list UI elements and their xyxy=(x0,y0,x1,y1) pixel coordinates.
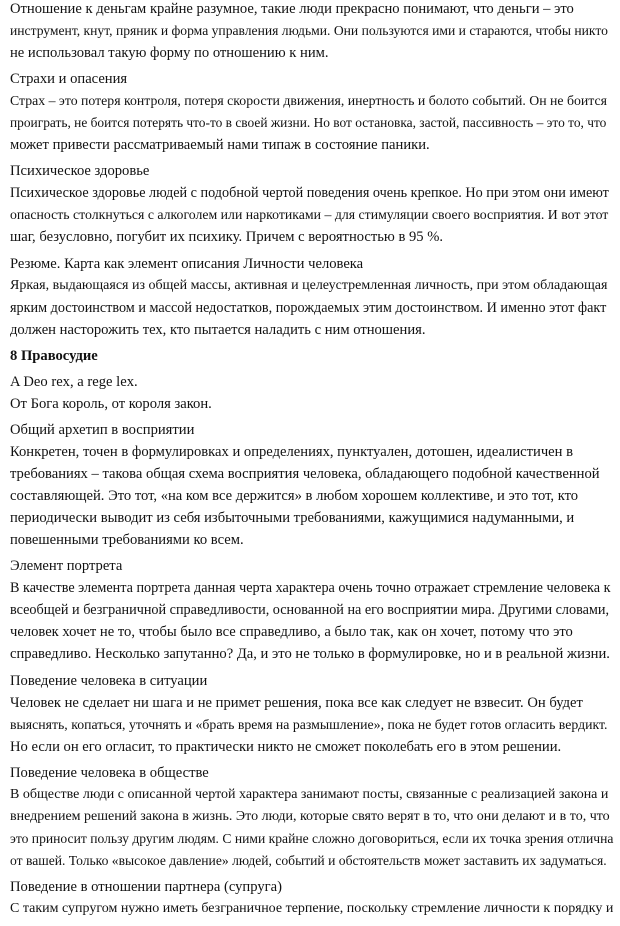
section-heading: Поведение человека в ситуации xyxy=(10,672,208,689)
section-heading: Элемент портрета xyxy=(10,558,123,575)
text-line: справедливо. Несколько запутанно? Да, и это не только в формулировке, но и в реальной жизни. xyxy=(10,646,610,663)
text-line: требованиях – такова общая схема восприятия человека, обладающего подобной качественной xyxy=(10,466,600,483)
text-line: Но если он его огласит, то практически никто не сможет поколебать его в этом решении. xyxy=(10,738,562,755)
text-line: С таким супругом нужно иметь безграничное терпение, поскольку стремление личности к порядку и xyxy=(10,901,614,916)
text-line: периодически выводит из себя избыточными требованиями, кажущимися надуманными, и xyxy=(10,510,575,527)
text-line: может привести рассматриваемый нами типаж в состояние паники. xyxy=(10,137,430,154)
section-heading: Общий архетип в восприятии xyxy=(10,422,195,439)
text-line: всеобщей и безграничной справедливости, основанной на его восприятии мира. Другими словами, xyxy=(10,602,610,619)
section-heading: Резюме. Карта как элемент описания Личности человека xyxy=(10,255,364,272)
text-line: Отношение к деньгам крайне разумное, такие люди прекрасно понимают, что деньги – это xyxy=(10,1,574,17)
text-line: составляющей. Это тот, «на ком все держится» в любом хорошем коллективе, и это тот, кто xyxy=(10,488,579,505)
text-line: инструмент, кнут, пряник и форма управления людьми. Они пользуются ими и стараются, чтобы никто xyxy=(10,23,608,38)
section-heading: Поведение в отношении партнера (супруга) xyxy=(10,879,282,895)
text-line: Человек не сделает ни шага и не примет решения, пока все как следует не взвесит. Он будет xyxy=(10,694,583,711)
text-line: это приносит пользу другим людям. С ними крайне сложно договориться, если их точка зрения отлична xyxy=(10,830,614,846)
chapter-title: 8 Правосудие xyxy=(10,347,98,364)
section-heading: Поведение человека в обществе xyxy=(10,764,209,781)
text-line: Страх – это потеря контроля, потеря скорости движения, инертность и болото событий. Он не боится xyxy=(10,93,607,109)
text-line: повешенными требованиями ко всем. xyxy=(10,532,244,549)
text-line: не использовал такую форму по отношению к ним. xyxy=(10,45,329,61)
text-line: должен насторожить тех, кто пытается наладить с ним отношения. xyxy=(10,321,426,338)
section-heading: Страхи и опасения xyxy=(10,71,128,88)
text-line: Психическое здоровье людей с подобной чертой поведения очень крепкое. Но при этом они имеют xyxy=(10,185,609,202)
epigraph-translation: От Бога король, от короля закон. xyxy=(10,396,212,412)
text-line: проиграть, не боится потерять что-то в своей жизни. Но вот остановка, застой, пассивность – это то, что xyxy=(10,115,607,131)
text-line: от вашей. Только «высокое давление» людей, событий и обстоятельств может заставить их задуматься. xyxy=(10,852,607,868)
text-line: В обществе люди с описанной чертой характера занимают посты, связанные с реализацией закона и xyxy=(10,786,609,802)
text-line: Конкретен, точен в формулировках и определениях, пунктуален, дотошен, идеалистичен в xyxy=(10,444,574,461)
text-line: Яркая, выдающаяся из общей массы, активная и целеустремленная личность, при этом обладающая xyxy=(10,277,608,293)
section-heading: Психическое здоровье xyxy=(10,163,150,180)
text-line: опасность столкнуться с алкоголем или наркотиками – для стимуляции своего восприятия. И вот этот xyxy=(10,207,609,223)
epigraph-latin: A Deo rex, a rege lex. xyxy=(10,374,138,390)
text-line: внедрением решений закона в жизнь. Это люди, которые свято верят в то, что они делают и в то, что xyxy=(10,808,610,824)
text-line: шаг, безусловно, погубит их психику. Причем с вероятностью в 95 %. xyxy=(10,229,444,246)
text-line: В качестве элемента портрета данная черта характера очень точно отражает стремление человека к xyxy=(10,580,611,597)
text-line: человек хочет не то, чтобы было все справедливо, а было так, как он хочет, потому что это xyxy=(10,624,573,641)
text-line: ярким достоинством и массой недостатков, порождаемых этим достоинством. И именно этот факт xyxy=(10,299,607,316)
text-line: выяснять, копаться, уточнять и «брать время на размышление», пока не будет готов огласить вердикт. xyxy=(10,716,608,732)
